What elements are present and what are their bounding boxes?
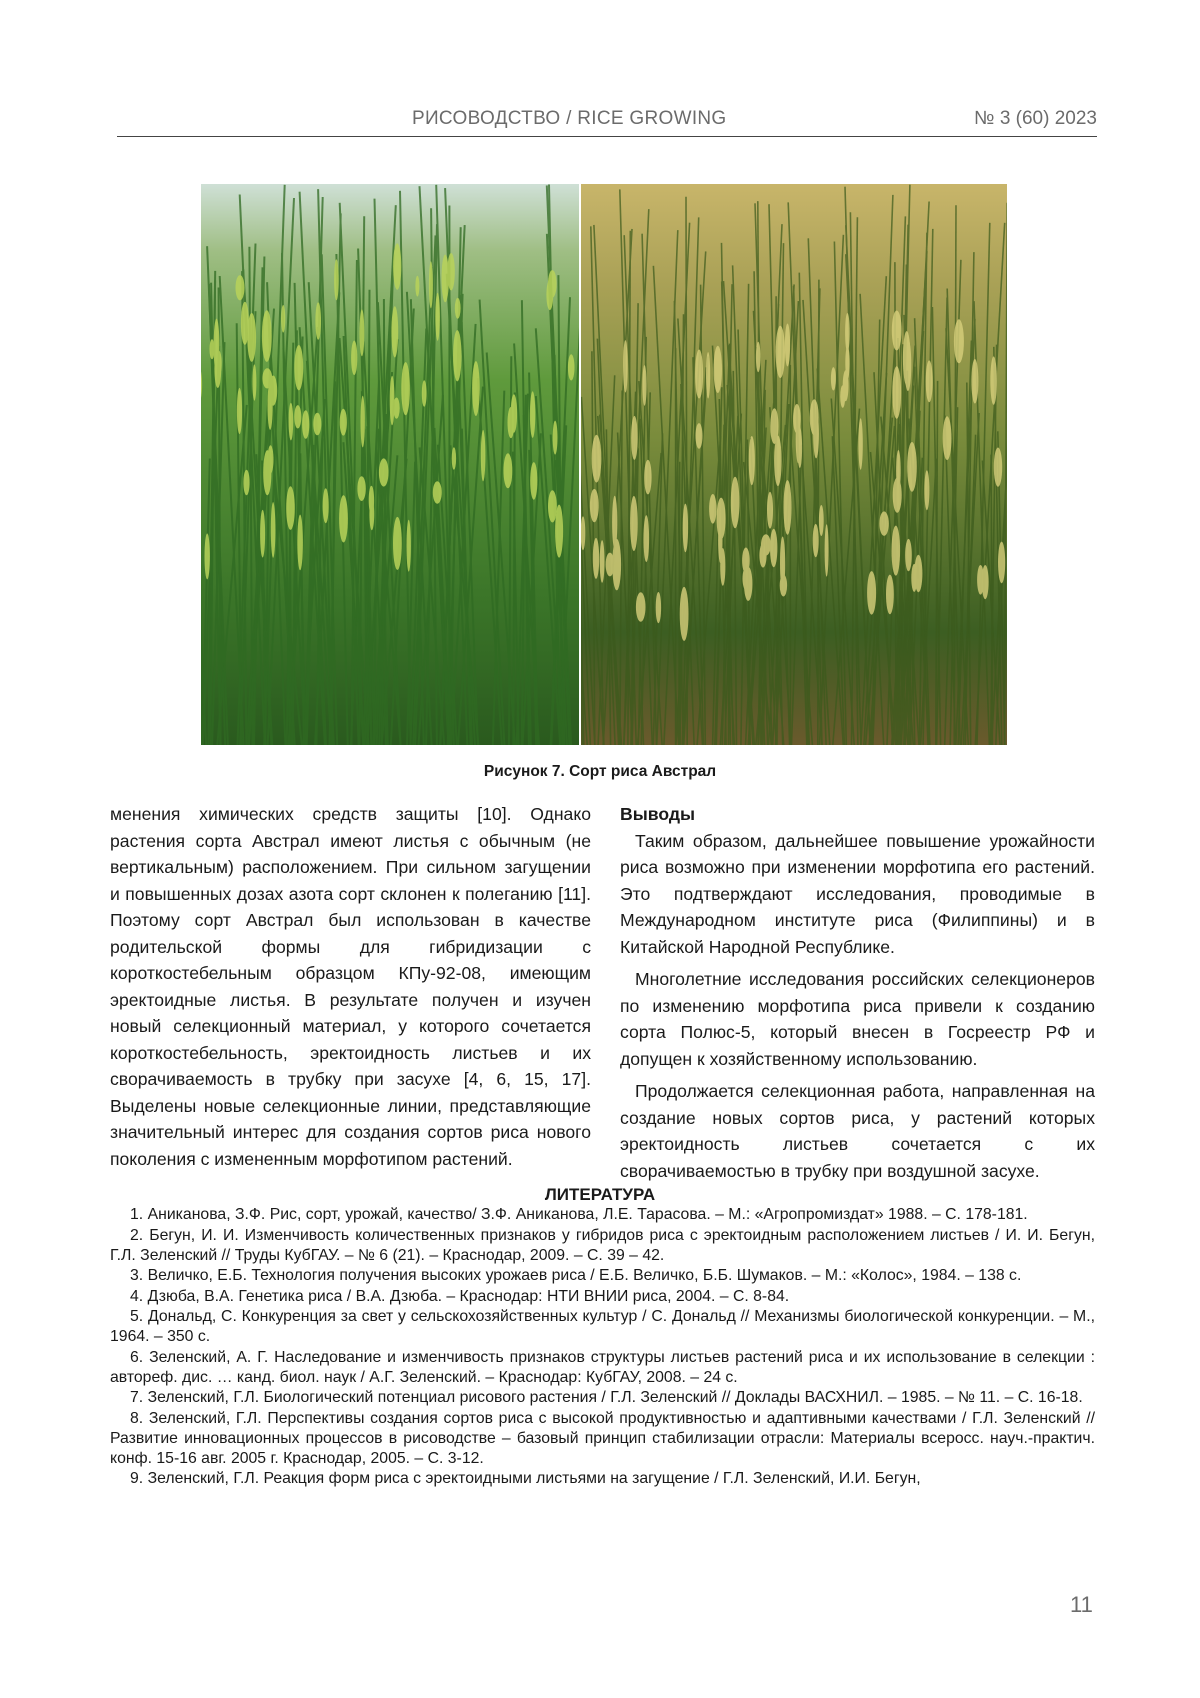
references-heading: ЛИТЕРАТУРА	[544, 1185, 656, 1204]
left-column	[110, 801, 591, 1172]
section-heading-conclusions: Выводы	[620, 804, 696, 824]
references-list	[110, 1205, 1095, 1490]
reference-item: 7. Зеленский, Г.Л. Биологический потенциал рисового растения / Г.Л. Зеленский // Доклады ВАСХНИЛ. – 1985. – № 11. – С. 16-18.	[130, 1389, 1083, 1406]
reference-item: 4. Дзюба, В.А. Генетика риса / В.А. Дзюба. – Краснодар: НТИ ВНИИ риса, 2004. – С. 8-84.	[130, 1287, 790, 1305]
issue-number: № 3 (60) 2023	[974, 108, 1097, 129]
body-paragraph: Продолжается селекционная работа, направленная на создание новых сортов риса, у растений которых эректоидность листьев сочетается с их сворачиваемостью в трубку при воздушной засухе.	[620, 1081, 1095, 1181]
rice-photo-field	[581, 184, 1007, 745]
journal-title: РИСОВОДСТВО / RICE GROWING	[412, 108, 727, 129]
body-paragraph: Таким образом, дальнейшее повышение урожайности риса возможно при изменении морфотипа его растений. Это подтверждают исследования, проводимые в Международном институте риса (Филиппины) и в Китайской Народной Республике.	[620, 830, 1095, 957]
reference-item: 1. Аниканова, З.Ф. Рис, сорт, урожай, качество/ З.Ф. Аниканова, Л.Е. Тарасова. – М.: «Агропромиздат» 1988. – С. 178-181.	[130, 1206, 1028, 1223]
running-header	[117, 108, 1097, 137]
figure-rice-photos	[201, 184, 1007, 745]
figure-caption: Рисунок 7. Сорт риса Австрал	[483, 763, 717, 780]
reference-item: 3. Величко, Е.Б. Технология получения высоких урожаев риса / Е.Б. Величко, Б.Б. Шумаков. – М.: «Колос», 1984. – 138 с.	[130, 1267, 1022, 1284]
reference-item: 8. Зеленский, Г.Л. Перспективы создания сортов риса с высокой продуктивностью и адаптивными качествами / Г.Л. Зеленский // Развитие инновационных процессов в рисоводстве – базовый принцип стабилизации отрасли: Материалы всеросс. науч.-практич. конф. 15-16 авг. 2005 г. Краснодар, 2005. – С. 3-12.	[110, 1409, 1095, 1467]
body-paragraph: Многолетние исследования российских селекционеров по изменению морфотипа риса привели к созданию сорта Полюс-5, который внесен в Госреестр РФ и допущен к хозяйственному использованию.	[620, 969, 1095, 1069]
reference-item: 9. Зеленский, Г.Л. Реакция форм риса с эректоидными листьями на загущение / Г.Л. Зеленский, И.И. Бегун,	[130, 1470, 921, 1487]
body-paragraph: менения химических средств защиты [10]. Однако растения сорта Австрал имеют листья с обычным (не вертикальным) расположением. При сильном загущении и повышенных дозах азота сорт склонен к полеганию [11]. Поэтому сорт Австрал был использован в качестве родительской формы для гибридизации с короткостебельным образцом КПу-92-08, имеющим эректоидные листья. В результате получен и изучен новый селекционный материал, у которого сочетается короткостебельность, эректоидность листьев и их сворачиваемость в трубку при засухе [4, 6, 15, 17]. Выделены новые селекционные линии, представляющие значительный интерес для создания сортов риса нового поколения с измененным морфотипом растений.	[110, 804, 591, 1169]
reference-item: 5. Дональд, С. Конкуренция за свет у сельскохозяйственных культур / С. Дональд // Механизмы биологической конкуренции. – М., 1964. – 350 с.	[110, 1308, 1095, 1345]
rice-photo-greenhouse	[201, 184, 579, 745]
right-column	[620, 801, 1095, 1190]
reference-item: 6. Зеленский, А. Г. Наследование и изменчивость признаков структуры листьев растений риса и их использование в селекции : автореф. дис. … канд. биол. наук / А.Г. Зеленский. – Краснодар: КубГАУ, 2008. – 24 с.	[110, 1348, 1095, 1386]
reference-item: 2. Бегун, И. И. Изменчивость количественных признаков у гибридов риса с эректоидным расположением листьев / И. И. Бегун, Г.Л. Зеленский // Труды КубГАУ. – № 6 (21). – Краснодар, 2009. – С. 39 – 42.	[110, 1226, 1095, 1264]
page-number: 11	[1070, 1592, 1093, 1617]
